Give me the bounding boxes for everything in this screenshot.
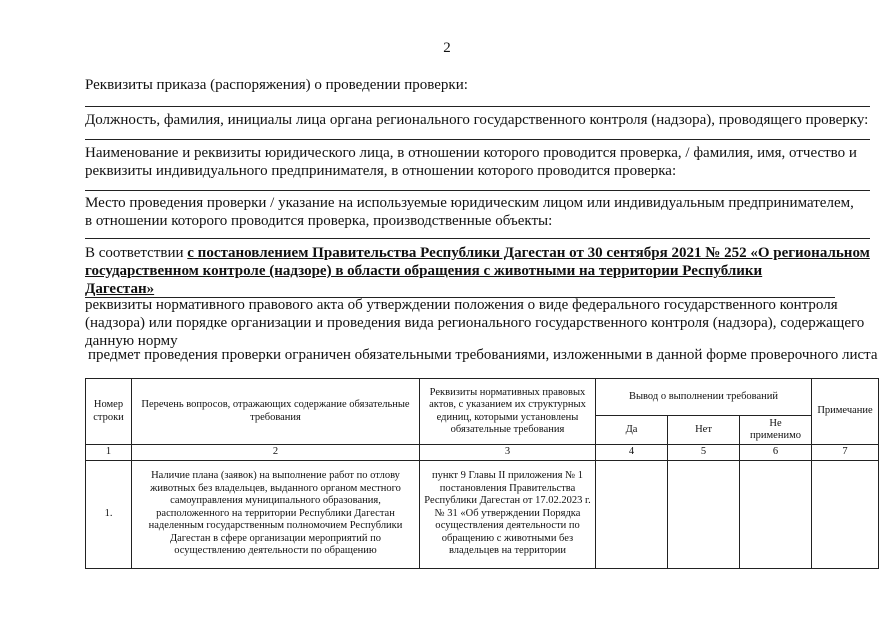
resolution-reference-line2: государственном контроле (надзоре) в области обращения с животными на территории Республики xyxy=(85,263,763,279)
header-no: Нет xyxy=(668,416,740,445)
requisites-note xyxy=(85,296,875,350)
place-label-line1: Место проведения проверки / указание на используемые юридическим лицом или индивидуальным предпринимателем, xyxy=(85,195,854,211)
column-number: 4 xyxy=(596,445,668,461)
header-row-number: Номер строки xyxy=(86,379,132,445)
page-number: 2 xyxy=(443,40,451,56)
requisites-note-line2: (надзора) или порядке организации и проведения вида регионального государственного контроля (надзора), содержащего xyxy=(85,315,865,331)
header-not-applicable: Не применимо xyxy=(740,416,812,445)
column-number: 5 xyxy=(668,445,740,461)
header-yes: Да xyxy=(596,416,668,445)
divider xyxy=(85,106,870,107)
subject-note: предмет проведения проверки ограничен обязательными требованиями, изложенными в данной форме проверочного листа xyxy=(88,347,878,363)
header-questions: Перечень вопросов, отражающих содержание обязательные требования xyxy=(132,379,420,445)
accordance-paragraph xyxy=(85,244,870,298)
header-conclusion: Вывод о выполнении требований xyxy=(596,379,812,416)
cell-note[interactable] xyxy=(812,460,879,568)
table-row xyxy=(86,460,879,568)
column-number: 7 xyxy=(812,445,879,461)
row-number: 1. xyxy=(86,460,132,568)
entity-name-label-line2: реквизиты индивидуального предпринимателя, в отношении которого проводится проверка: xyxy=(85,163,677,179)
resolution-reference-line3: Дагестан» xyxy=(85,281,155,297)
place-label-line2: в отношении которого проводится проверка, производственные объекты: xyxy=(85,213,553,229)
row-requisites: пункт 9 Главы II приложения № 1 постановления Правительства Республики Дагестан от 17.02.2023 г. № 31 «Об утверждении Порядка осуществления деятельности по обращению с животными без владельцев на территории xyxy=(420,460,596,568)
divider xyxy=(85,238,870,239)
divider xyxy=(85,190,870,191)
entity-name-label-line1: Наименование и реквизиты юридического лица, в отношении которого проводится проверка, / фамилия, имя, отчество и xyxy=(85,145,857,161)
header-requisites: Реквизиты нормативных правовых актов, с указанием их структурных единиц, которыми установлены обязательные требования xyxy=(420,379,596,445)
column-number: 1 xyxy=(86,445,132,461)
order-details-label: Реквизиты приказа (распоряжения) о проведении проверки: xyxy=(85,77,468,93)
accordance-prefix: В соответствии xyxy=(85,245,188,261)
column-number: 6 xyxy=(740,445,812,461)
row-question: Наличие плана (заявок) на выполнение работ по отлову животных без владельцев, выданного органом местного самоуправления муниципального образования, расположенного на территории Республики Дагестан наделенным государственным полномочием Республики Дагестан в сфере организации мероприятий по осуществлению деятельности по обращению xyxy=(132,460,420,568)
column-number: 3 xyxy=(420,445,596,461)
divider xyxy=(85,139,870,140)
requisites-note-line1: реквизиты нормативного правового акта об утверждении положения о виде федерального государственного контроля xyxy=(85,297,838,313)
header-note: Примечание xyxy=(812,379,879,445)
resolution-reference-line1: с постановлением Правительства Республики Дагестан от 30 сентября 2021 № 252 «О региональном xyxy=(187,245,870,261)
cell-not-applicable[interactable] xyxy=(740,460,812,568)
cell-no[interactable] xyxy=(668,460,740,568)
cell-yes[interactable] xyxy=(596,460,668,568)
requisites-note-line3: данную норму xyxy=(85,333,178,349)
column-number: 2 xyxy=(132,445,420,461)
checklist-table xyxy=(85,378,879,569)
official-position-label: Должность, фамилия, инициалы лица органа регионального государственного контроля (надзора), проводящего проверку: xyxy=(85,112,869,128)
